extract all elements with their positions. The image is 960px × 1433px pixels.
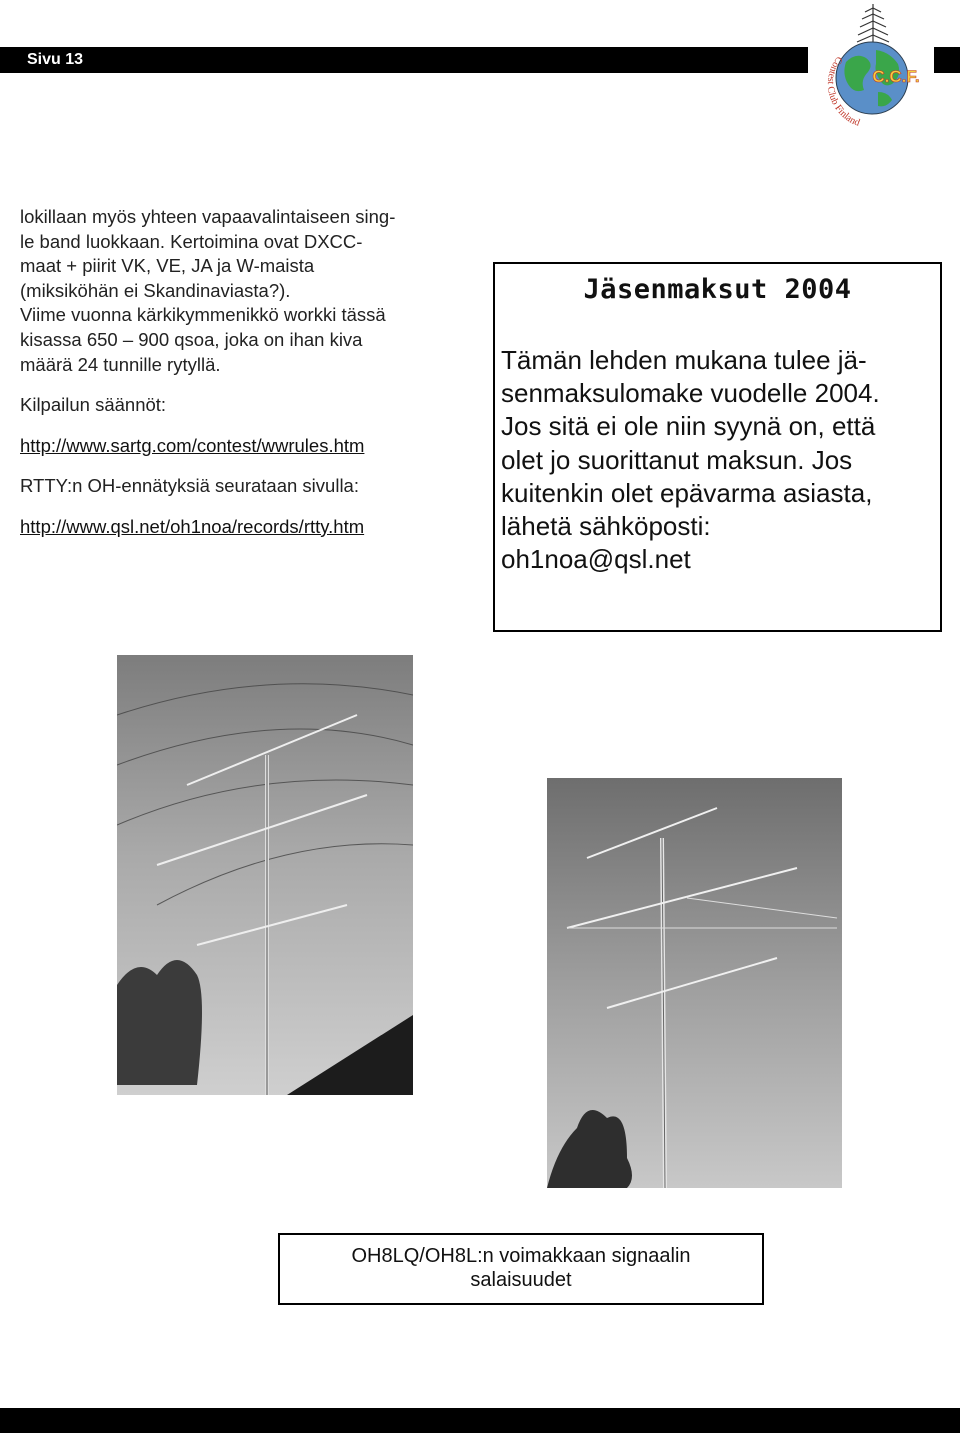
antenna-tower-photo-left [117, 655, 413, 1095]
membership-body [501, 344, 936, 576]
caption-line: salaisuudet [470, 1269, 572, 1291]
rules-label: Kilpailun säännöt: [20, 394, 167, 416]
membership-notice-box [493, 262, 942, 632]
article-line: (miksiköhän ei Skandinaviasta?). [20, 279, 291, 301]
rtty-link[interactable]: http://www.qsl.net/oh1noa/records/rtty.htm [20, 515, 365, 537]
membership-line: olet jo suorittanut maksun. Jos [501, 444, 853, 475]
article-line: lokillaan myös yhteen vapaavalintaiseen sing- [20, 206, 396, 227]
article-line: maat + piirit VK, VE, JA ja W-maista [20, 255, 315, 277]
page-number: Sivu 13 [27, 51, 84, 68]
article-text [20, 205, 475, 540]
antenna-tower-photo-right [547, 778, 842, 1188]
rules-link[interactable]: http://www.sartg.com/contest/wwrules.htm [20, 434, 365, 456]
rtty-label: RTTY:n OH-ennätyksiä seurataan sivulla: [20, 475, 359, 497]
logo-ring-text: Contest Club Finland [824, 54, 862, 129]
logo-main-text: C.C.F. [872, 67, 920, 86]
membership-line: senmaksulomake vuodelle 2004. [501, 378, 880, 409]
pine-tree-icon [857, 4, 889, 44]
caption-line: OH8LQ/OH8L:n voimakkaan signaalin [351, 1245, 691, 1267]
article-line: määrä 24 tunnille rytyllä. [20, 353, 221, 375]
ccf-logo [806, 0, 934, 130]
membership-email: oh1noa@qsl.net [501, 544, 691, 575]
article-line: le band luokkaan. Kertoimina ovat DXCC- [20, 230, 363, 252]
article-line: kisassa 650 – 900 qsoa, joka on ihan kiva [20, 328, 363, 350]
membership-line: lähetä sähköposti: [501, 511, 711, 542]
membership-line: Jos sitä ei ole niin syynä on, että [501, 411, 876, 442]
membership-line: kuitenkin olet epävarma asiasta, [501, 477, 873, 508]
membership-line: Tämän lehden mukana tulee jä- [501, 345, 867, 375]
article-line: Viime vuonna kärkikymmenikkö workki tässä [20, 304, 386, 326]
membership-title: Jäsenmaksut 2004 [583, 274, 852, 305]
footer-bar [0, 1408, 960, 1433]
photo-caption [278, 1233, 764, 1305]
